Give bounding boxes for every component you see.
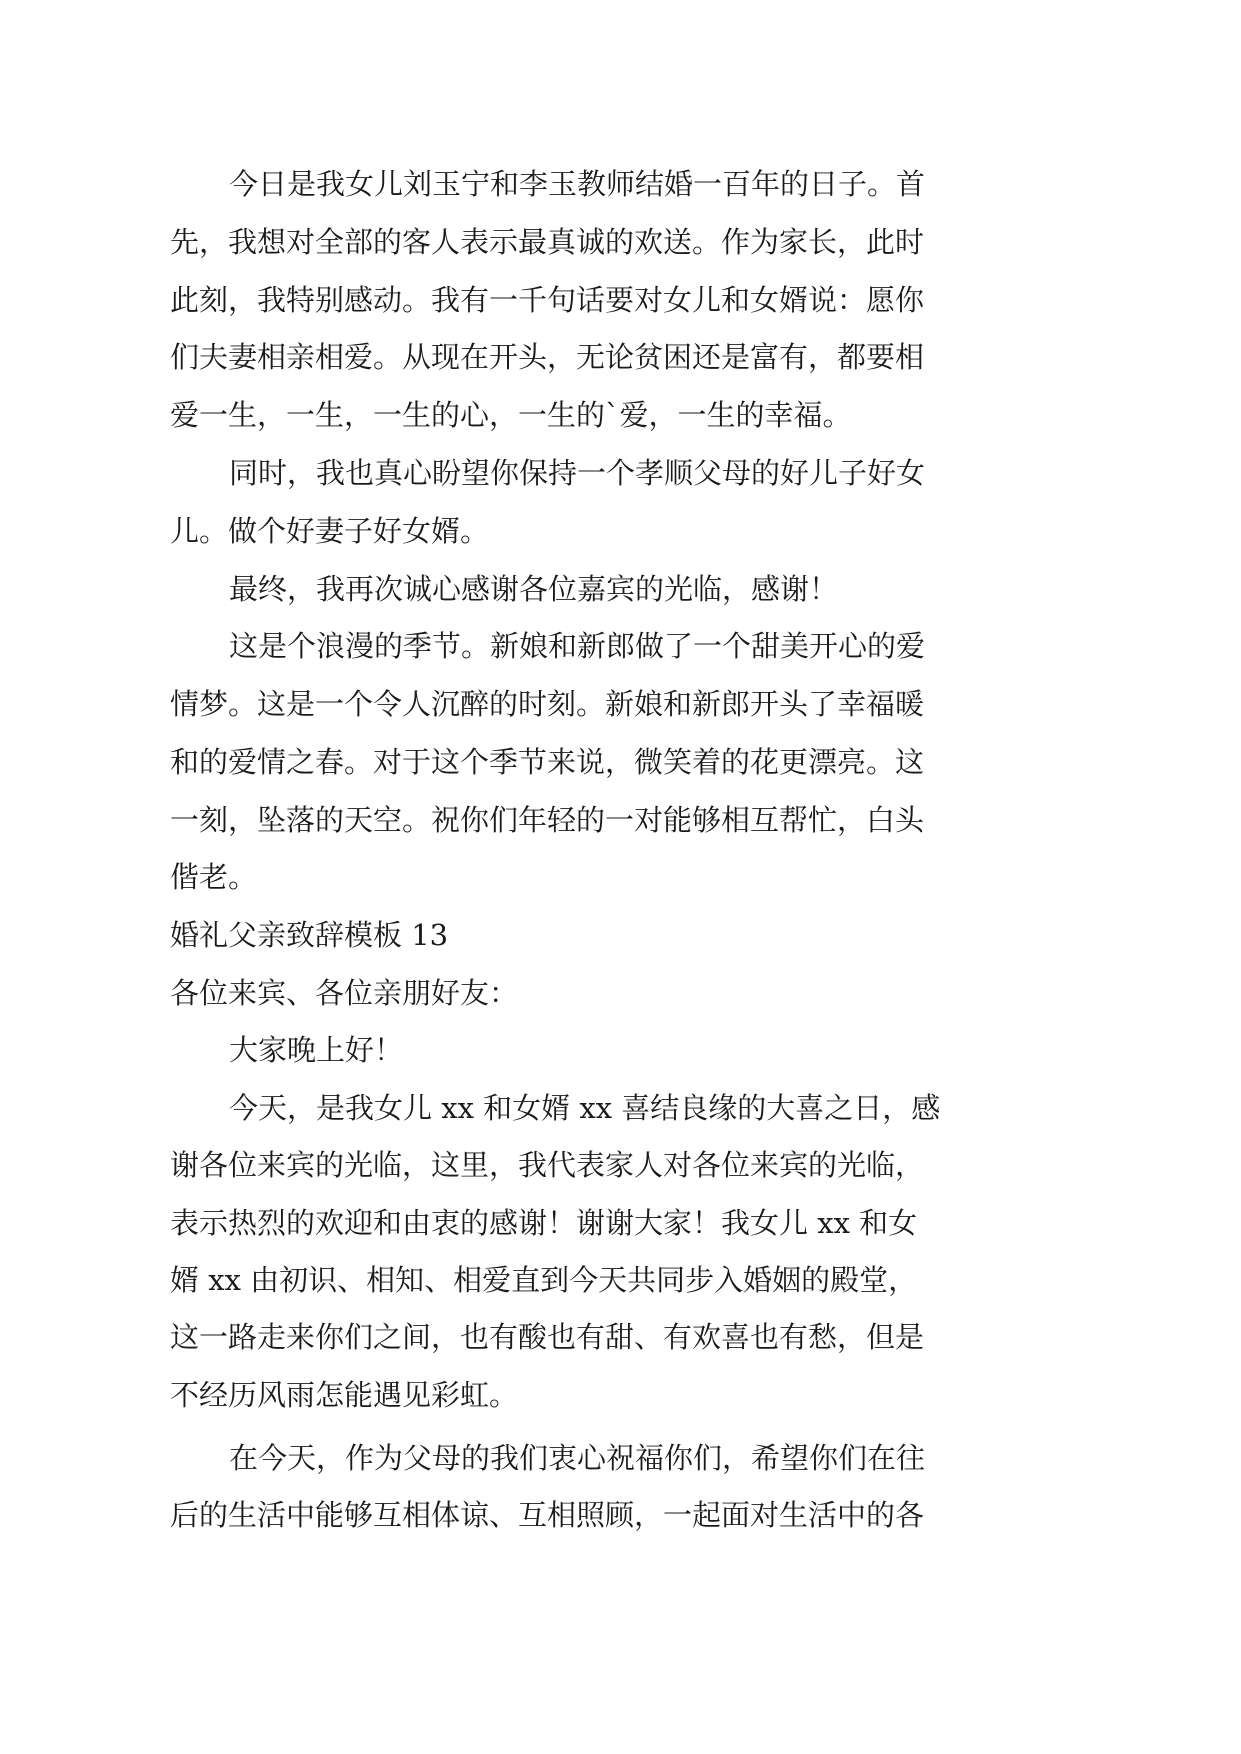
text-line: 此刻，我特别感动。我有一千句话要对女儿和女婿说：愿你 xyxy=(170,283,925,317)
text-line: 先，我想对全部的客人表示最真诚的欢送。作为家长，此时 xyxy=(170,225,925,259)
text-line: 一刻，坠落的天空。祝你们年轻的一对能够相互帮忙，白头 xyxy=(170,803,925,837)
text-line: 在今天，作为父母的我们衷心祝福你们，希望你们在往 xyxy=(229,1441,926,1475)
text-line: 今日是我女儿刘玉宁和李玉教师结婚一百年的日子。首 xyxy=(229,167,926,201)
text-line: 同时，我也真心盼望你保持一个孝顺父母的好儿子好女 xyxy=(229,456,926,490)
text-line: 爱一生，一生，一生的心，一生的`爱，一生的幸福。 xyxy=(170,398,852,432)
text-line: 情梦。这是一个令人沉醉的时刻。新娘和新郎开头了幸福暖 xyxy=(170,687,925,721)
text-line: 后的生活中能够互相体谅、互相照顾，一起面对生活中的各 xyxy=(170,1498,925,1532)
text-line: 和的爱情之春。对于这个季节来说，微笑着的花更漂亮。这 xyxy=(170,745,925,779)
text-line: 今天，是我女儿 xx 和女婿 xx 喜结良缘的大喜之日，感 xyxy=(229,1091,941,1125)
text-line: 们夫妻相亲相爱。从现在开头，无论贫困还是富有，都要相 xyxy=(170,340,925,374)
section-heading: 婚礼父亲致辞模板 13 xyxy=(170,918,449,952)
text-line: 表示热烈的欢迎和由衷的感谢！谢谢大家！我女儿 xx 和女 xyxy=(170,1206,918,1240)
salutation: 各位来宾、各位亲朋好友： xyxy=(170,976,519,1010)
text-line: 这一路走来你们之间，也有酸也有甜、有欢喜也有愁，但是 xyxy=(170,1320,925,1354)
text-line: 偕老。 xyxy=(170,860,258,894)
text-line: 这是个浪漫的季节。新娘和新郎做了一个甜美开心的爱 xyxy=(229,629,926,663)
text-line: 婿 xx 由初识、相知、相爱直到今天共同步入婚姻的殿堂， xyxy=(170,1263,918,1297)
text-line: 谢各位来宾的光临，这里，我代表家人对各位来宾的光临， xyxy=(170,1148,925,1182)
greeting: 大家晚上好！ xyxy=(229,1033,404,1067)
text-line: 儿。做个好妻子好女婿。 xyxy=(170,514,490,548)
text-line: 最终，我再次诚心感谢各位嘉宾的光临，感谢！ xyxy=(229,572,839,606)
text-line: 不经历风雨怎能遇见彩虹。 xyxy=(170,1378,519,1412)
